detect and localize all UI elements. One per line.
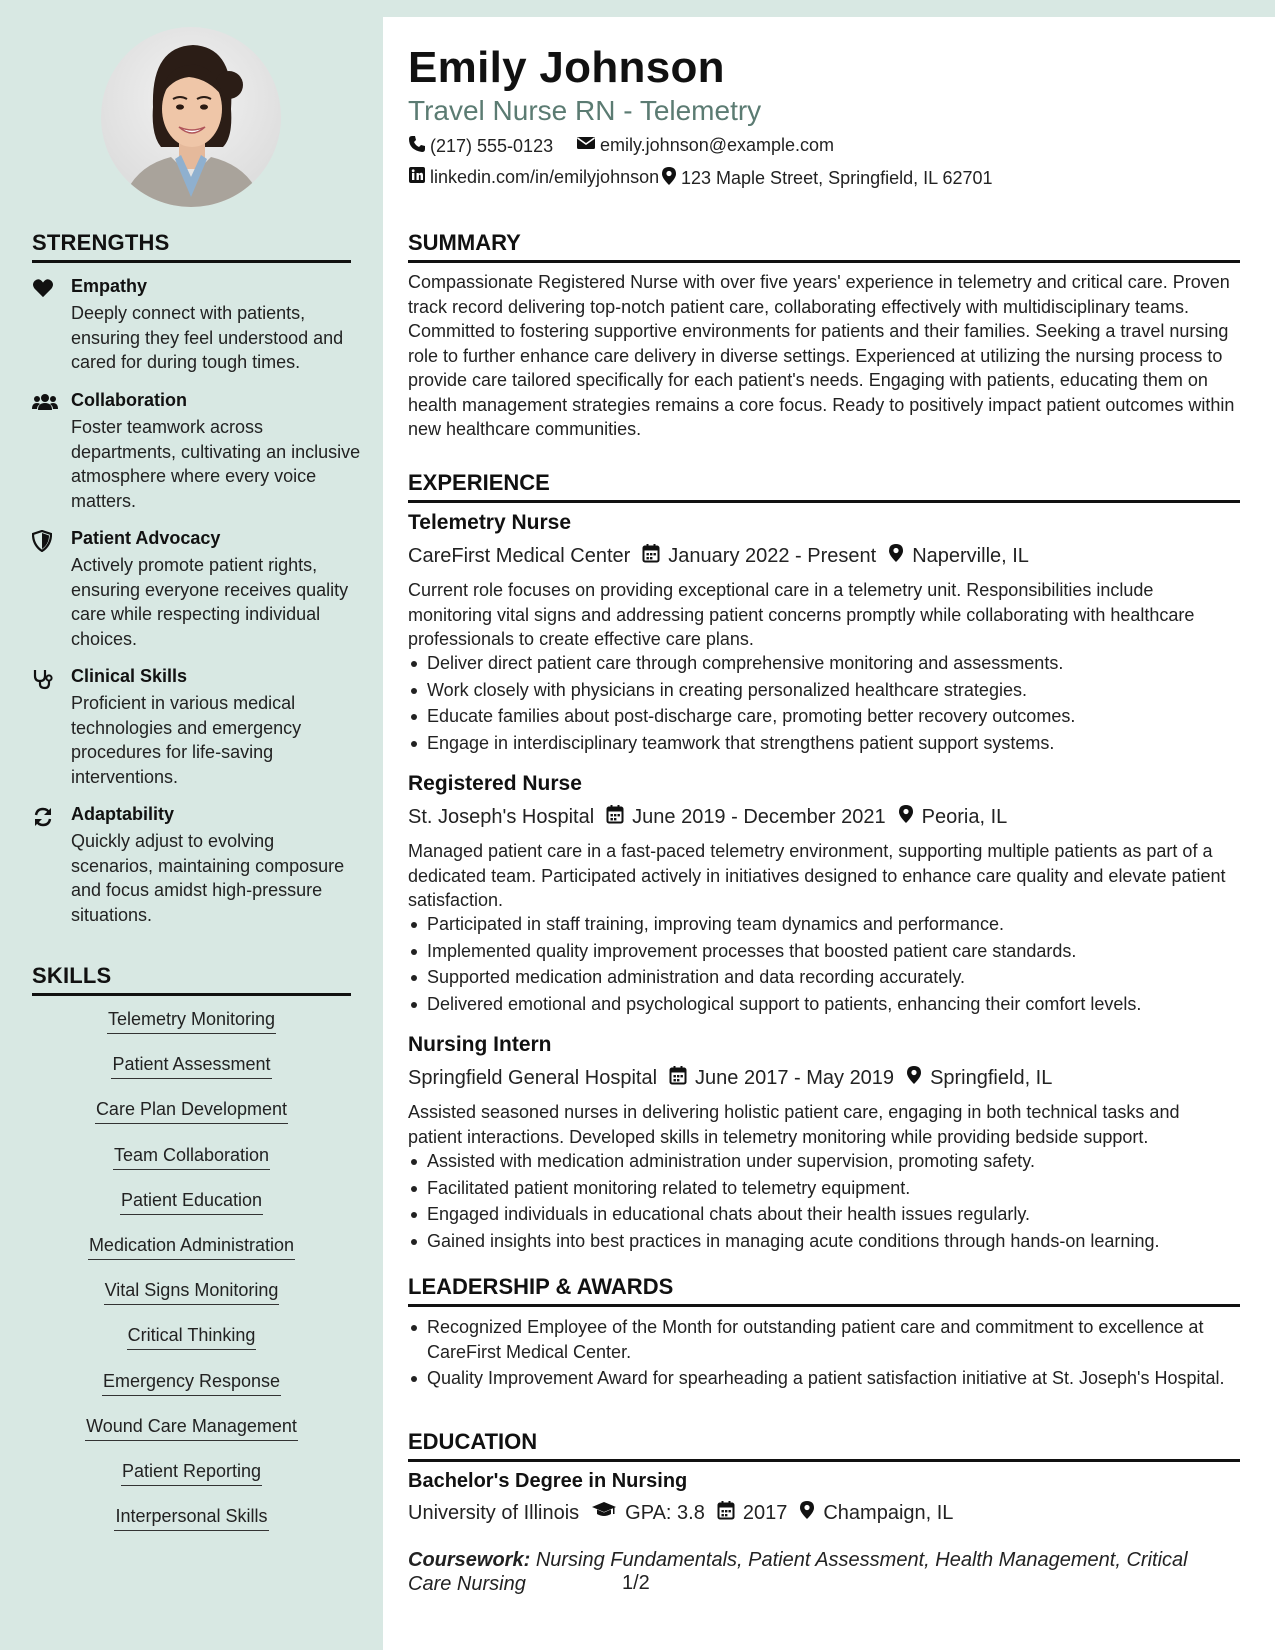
strength-desc: Quickly adjust to evolving scenarios, maintaining composure and focus amidst high-pressure situations. (71, 831, 345, 925)
strength-desc: Proficient in various medical technologies and emergency procedures for life-saving interventions. (71, 693, 302, 787)
stethoscope-icon (32, 668, 56, 690)
list-item: Work closely with physicians in creating personalized healthcare strategies. (408, 678, 1238, 703)
location-icon (799, 1500, 823, 1526)
strength-title: Patient Advocacy (71, 528, 221, 548)
skill-item: Patient Reporting (32, 1461, 351, 1506)
list-item: Quality Improvement Award for spearheading a patient satisfaction initiative at St. Joseph's Hospital. (408, 1366, 1238, 1391)
linkedin-contact (408, 166, 659, 189)
education-title: EDUCATION (408, 1429, 1240, 1462)
job-meta (408, 1065, 1052, 1091)
location-icon (906, 1065, 930, 1091)
phone-contact (408, 135, 553, 158)
sidebar (0, 0, 383, 1650)
list-item: Educate families about post-discharge care, promoting better recovery outcomes. (408, 704, 1238, 729)
skills-title: SKILLS (32, 963, 351, 996)
list-item: Recognized Employee of the Month for outstanding patient care and commitment to excellence at CareFirst Medical Center. (408, 1315, 1238, 1364)
strength-desc: Deeply connect with patients, ensuring they feel understood and cared for during tough times. (71, 303, 344, 372)
company-name: Springfield General Hospital (408, 1066, 658, 1089)
list-item: Facilitated patient monitoring related to telemetry equipment. (408, 1176, 1238, 1201)
job-bullets (408, 1149, 1238, 1255)
list-item: Implemented quality improvement processes that boosted patient care standards. (408, 939, 1238, 964)
job-meta (408, 543, 1029, 569)
leadership-title: LEADERSHIP & AWARDS (408, 1274, 1240, 1307)
graduation-cap-icon (591, 1501, 625, 1525)
job-title: Telemetry Nurse (408, 511, 572, 534)
users-icon (32, 392, 56, 414)
graduation-year: 2017 (742, 1501, 788, 1524)
job-bullets (408, 651, 1238, 757)
degree-title: Bachelor's Degree in Nursing (408, 1470, 688, 1492)
location-icon (661, 166, 681, 191)
skill-item: Critical Thinking (32, 1325, 351, 1370)
phone-text[interactable]: (217) 555-0123 (430, 136, 554, 156)
skill-item: Medication Administration (32, 1235, 351, 1280)
company-name: CareFirst Medical Center (408, 544, 631, 567)
skill-item: Patient Assessment (32, 1054, 351, 1099)
list-item: Gained insights into best practices in managing acute conditions through hands-on learning. (408, 1229, 1238, 1254)
heart-icon (32, 278, 56, 300)
skill-item: Team Collaboration (32, 1145, 351, 1190)
skill-item: Care Plan Development (32, 1099, 351, 1144)
calendar-icon (669, 1065, 695, 1091)
job-meta (408, 804, 1007, 830)
calendar-icon (642, 543, 668, 569)
email-icon (576, 135, 600, 156)
strength-title: Clinical Skills (71, 666, 188, 686)
sync-icon (32, 806, 56, 828)
experience-title: EXPERIENCE (408, 470, 1240, 503)
list-item: Deliver direct patient care through comprehensive monitoring and assessments. (408, 651, 1238, 676)
list-item: Delivered emotional and psychological support to patients, enhancing their comfort levels. (408, 992, 1238, 1017)
calendar-icon (717, 1500, 743, 1526)
calendar-icon (606, 804, 632, 830)
job-description: Assisted seasoned nurses in delivering holistic patient care, engaging in both technical tasks and patient interactions. Developed skills in telemetry monitoring while providing bedside support. (408, 1102, 1180, 1147)
job-dates: June 2019 - December 2021 (632, 805, 886, 828)
school-name: University of Illinois (408, 1501, 580, 1524)
education-meta (408, 1500, 953, 1526)
school-location: Champaign, IL (823, 1501, 954, 1524)
strength-desc: Foster teamwork across departments, cultivating an inclusive atmosphere where every voice matters. (71, 417, 361, 511)
list-item: Engage in interdisciplinary teamwork that strengthens patient support systems. (408, 731, 1238, 756)
list-item: Participated in staff training, improving team dynamics and performance. (408, 912, 1238, 937)
job-description: Managed patient care in a fast-paced telemetry environment, supporting multiple patients as part of a dedicated team. Participated actively in initiatives designed to enhance care quality and elevate patient satisfaction. (408, 841, 1226, 910)
job-location: Springfield, IL (930, 1066, 1053, 1089)
company-name: St. Joseph's Hospital (408, 805, 595, 828)
address-contact (661, 166, 993, 191)
email-contact (576, 135, 834, 156)
leadership-bullets (408, 1315, 1238, 1393)
list-item: Assisted with medication administration under supervision, promoting safety. (408, 1149, 1238, 1174)
job-description: Current role focuses on providing exceptional care in a telemetry unit. Responsibilities include monitoring vital signs and addressing patient concerns promptly while collaborating with healthcare professionals to create effective care plans. (408, 580, 1195, 649)
job-location: Naperville, IL (912, 544, 1029, 567)
skill-item: Interpersonal Skills (32, 1506, 351, 1551)
job-location: Peoria, IL (921, 805, 1008, 828)
strength-title: Collaboration (71, 390, 187, 410)
candidate-role: Travel Nurse RN - Telemetry (408, 95, 762, 126)
linkedin-icon (408, 166, 430, 189)
coursework-text: Nursing Fundamentals, Patient Assessment, Health Management, Critical Care Nursing (408, 1549, 1188, 1595)
skills-list (32, 1009, 351, 1551)
coursework (408, 1548, 1208, 1596)
page-number: 1/2 (622, 1572, 650, 1594)
coursework-label: Coursework: (408, 1549, 531, 1571)
list-item: Engaged individuals in educational chats about their health issues regularly. (408, 1202, 1238, 1227)
skill-item: Telemetry Monitoring (32, 1009, 351, 1054)
job-title: Registered Nurse (408, 772, 582, 795)
strength-title: Adaptability (71, 804, 175, 824)
avatar-portrait (101, 27, 281, 207)
job-dates: June 2017 - May 2019 (695, 1066, 895, 1089)
strength-title: Empathy (71, 276, 148, 296)
email-text[interactable]: emily.johnson@example.com (600, 135, 835, 155)
gpa-text: GPA: 3.8 (625, 1501, 705, 1524)
strengths-title: STRENGTHS (32, 230, 351, 263)
linkedin-text[interactable]: linkedin.com/in/emilyjohnson (430, 167, 660, 187)
skill-item: Emergency Response (32, 1371, 351, 1416)
job-dates: January 2022 - Present (668, 544, 877, 567)
list-item: Supported medication administration and data recording accurately. (408, 965, 1238, 990)
shield-icon (32, 530, 56, 552)
skill-item: Wound Care Management (32, 1416, 351, 1461)
address-text: 123 Maple Street, Springfield, IL 62701 (681, 168, 993, 188)
skill-item: Vital Signs Monitoring (32, 1280, 351, 1325)
location-icon (898, 804, 922, 830)
avatar (101, 27, 281, 207)
phone-icon (408, 135, 430, 158)
main-content (383, 17, 1275, 1650)
summary-text: Compassionate Registered Nurse with over five years' experience in telemetry and critical care. Proven track record delivering top-notch patient care, collaborating effectively with multidisciplinary teams. Committed to fostering supportive environments for patients and their families. Seeking a travel nursing role to further enhance care delivery in diverse settings. Experienced at utilizing the nursing process to provide care tailored specifically for each patient's needs. Engaging with patients, educating them on health management strategies remains a core focus. Ready to positively impact patient outcomes within new healthcare communities. (408, 272, 1235, 439)
job-bullets (408, 912, 1238, 1018)
summary-title: SUMMARY (408, 230, 1240, 263)
skill-item: Patient Education (32, 1190, 351, 1235)
job-title: Nursing Intern (408, 1033, 552, 1056)
strength-desc: Actively promote patient rights, ensuring everyone receives quality care while respecting individual choices. (71, 555, 349, 649)
location-icon (888, 543, 912, 569)
candidate-name: Emily Johnson (408, 43, 725, 92)
